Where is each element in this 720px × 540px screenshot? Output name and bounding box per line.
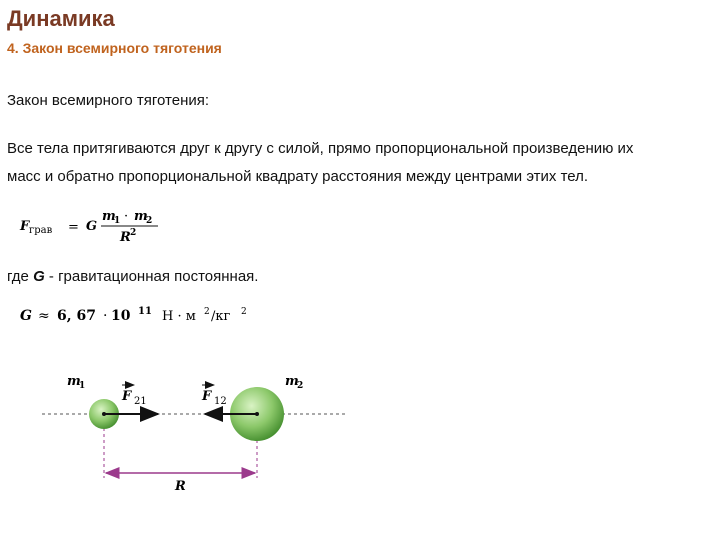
- g-value-unit-power-2: 2: [241, 307, 247, 317]
- g-suffix: - гравитационная постоянная.: [44, 268, 259, 285]
- formula-denominator: R: [120, 230, 131, 245]
- m2-label: m: [285, 374, 299, 389]
- g-value-times: ·: [103, 308, 108, 324]
- g-symbol: G: [33, 268, 45, 285]
- g-definition: [7, 268, 258, 285]
- formula-m1-subscript: 1: [114, 216, 121, 226]
- g-value-base: 10: [111, 308, 131, 324]
- formula-force-symbol: F: [20, 219, 30, 234]
- m1-label-subscript: 1: [79, 381, 86, 391]
- formula-denominator-power: 2: [130, 228, 137, 238]
- formula-m2: m: [134, 209, 148, 224]
- m2-label-subscript: 2: [297, 381, 304, 391]
- formula-constant: G: [86, 219, 98, 234]
- g-value-mantissa: 6, 67: [57, 308, 96, 324]
- g-value-approx: ≈: [38, 308, 50, 324]
- m1-label: m: [67, 374, 81, 389]
- f12-label-subscript: 12: [214, 396, 227, 407]
- gravitation-diagram: [0, 360, 720, 540]
- g-value-symbol: G: [20, 308, 32, 324]
- law-text-line-1: Все тела притягиваются друг к другу с силой, прямо пропорциональной произведению их: [7, 140, 634, 157]
- page-title: Динамика: [7, 6, 115, 31]
- g-value-exponent: 11: [138, 306, 152, 317]
- formula-equals: =: [68, 220, 79, 235]
- page-subtitle: 4. Закон всемирного тяготения: [7, 40, 222, 56]
- gravitation-formula: [16, 204, 176, 248]
- g-prefix: где: [7, 268, 34, 285]
- distance-label: R: [175, 479, 186, 494]
- formula-m1: m: [102, 209, 116, 224]
- g-value-formula: [16, 300, 266, 330]
- formula-force-subscript: грав: [29, 225, 53, 236]
- formula-m2-subscript: 2: [146, 216, 153, 226]
- f12-label: F: [202, 389, 212, 404]
- g-value-unit-power-1: 2: [204, 307, 210, 317]
- law-text-line-2: масс и обратно пропорциональной квадрату расстояния между центрами этих тел.: [7, 168, 589, 185]
- f21-label-subscript: 21: [134, 396, 147, 407]
- law-heading: Закон всемирного тяготения:: [7, 92, 210, 109]
- g-value-unit-prefix: Н · м: [162, 309, 196, 324]
- formula-dot: ·: [124, 209, 129, 224]
- g-value-unit-mid: /кг: [211, 309, 231, 324]
- f21-label: F: [122, 389, 132, 404]
